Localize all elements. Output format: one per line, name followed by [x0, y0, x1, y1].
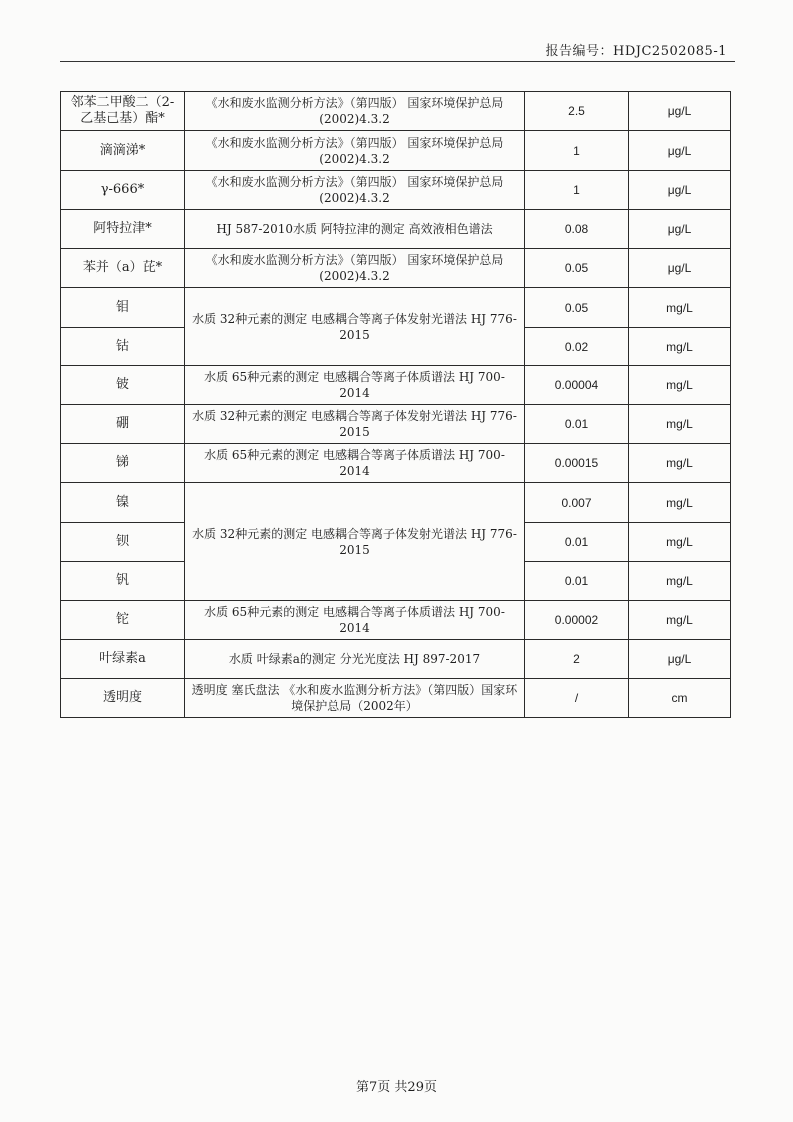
- method-cell: 水质 65种元素的测定 电感耦合等离子体质谱法 HJ 700-2014: [185, 444, 525, 483]
- unit-cell: μg/L: [629, 210, 731, 249]
- item-cell: 铍: [61, 366, 185, 405]
- table-row: [61, 679, 731, 718]
- method-cell: 水质 65种元素的测定 电感耦合等离子体质谱法 HJ 700-2014: [185, 601, 525, 640]
- method-cell: 水质 叶绿素a的测定 分光光度法 HJ 897-2017: [185, 640, 525, 679]
- table-row: [61, 171, 731, 210]
- item-cell: 滴滴涕*: [61, 131, 185, 171]
- limit-cell: 0.05: [525, 288, 629, 328]
- limit-cell: 2.5: [525, 92, 629, 131]
- method-cell: 《水和废水监测分析方法》（第四版） 国家环境保护总局(2002)4.3.2: [185, 171, 525, 210]
- limit-cell: 0.00004: [525, 366, 629, 405]
- table-row: [61, 601, 731, 640]
- item-cell: 钡: [61, 523, 185, 562]
- limit-cell: 0.01: [525, 405, 629, 444]
- unit-cell: μg/L: [629, 249, 731, 288]
- limit-cell: /: [525, 679, 629, 718]
- item-cell: 叶绿素a: [61, 640, 185, 679]
- unit-cell: μg/L: [629, 640, 731, 679]
- limit-cell: 0.08: [525, 210, 629, 249]
- unit-cell: mg/L: [629, 328, 731, 366]
- method-cell: 水质 32种元素的测定 电感耦合等离子体发射光谱法 HJ 776-2015: [185, 405, 525, 444]
- unit-cell: mg/L: [629, 444, 731, 483]
- limit-cell: 0.01: [525, 562, 629, 601]
- limit-cell: 0.00002: [525, 601, 629, 640]
- item-cell: 苯并（a）芘*: [61, 249, 185, 288]
- unit-cell: mg/L: [629, 366, 731, 405]
- limit-cell: 0.00015: [525, 444, 629, 483]
- table-row: [61, 131, 731, 171]
- method-cell: 透明度 塞氏盘法 《水和废水监测分析方法》（第四版）国家环境保护总局（2002年）: [185, 679, 525, 718]
- item-cell: 钒: [61, 562, 185, 601]
- item-cell: 阿特拉津*: [61, 210, 185, 249]
- limit-cell: 1: [525, 131, 629, 171]
- item-cell: 钼: [61, 288, 185, 328]
- method-cell: 水质 32种元素的测定 电感耦合等离子体发射光谱法 HJ 776-2015: [185, 483, 525, 601]
- method-cell: HJ 587-2010水质 阿特拉津的测定 高效液相色谱法: [185, 210, 525, 249]
- method-cell: 水质 32种元素的测定 电感耦合等离子体发射光谱法 HJ 776-2015: [185, 288, 525, 366]
- table-row: [61, 366, 731, 405]
- table-row: [61, 249, 731, 288]
- method-cell: 《水和废水监测分析方法》（第四版） 国家环境保护总局(2002)4.3.2: [185, 249, 525, 288]
- unit-cell: μg/L: [629, 92, 731, 131]
- item-cell: γ-666*: [61, 171, 185, 210]
- table-row: [61, 483, 731, 523]
- method-cell: 《水和废水监测分析方法》（第四版） 国家环境保护总局(2002)4.3.2: [185, 131, 525, 171]
- unit-cell: mg/L: [629, 288, 731, 328]
- item-cell: 铊: [61, 601, 185, 640]
- limit-cell: 0.02: [525, 328, 629, 366]
- table-row: [61, 405, 731, 444]
- unit-cell: mg/L: [629, 483, 731, 523]
- unit-cell: μg/L: [629, 171, 731, 210]
- limit-cell: 1: [525, 171, 629, 210]
- unit-cell: mg/L: [629, 405, 731, 444]
- report-number: 报告编号：HDJC2502085-1: [545, 44, 727, 59]
- limit-cell: 0.05: [525, 249, 629, 288]
- unit-cell: μg/L: [629, 131, 731, 171]
- table-row: [61, 288, 731, 328]
- item-cell: 锑: [61, 444, 185, 483]
- item-cell: 钴: [61, 328, 185, 366]
- item-cell: 邻苯二甲酸二（2-乙基己基）酯*: [61, 92, 185, 131]
- item-cell: 硼: [61, 405, 185, 444]
- unit-cell: mg/L: [629, 523, 731, 562]
- unit-cell: mg/L: [629, 562, 731, 601]
- table-row: [61, 444, 731, 483]
- unit-cell: cm: [629, 679, 731, 718]
- item-cell: 透明度: [61, 679, 185, 718]
- limit-cell: 0.01: [525, 523, 629, 562]
- page-number: 第7页 共29页: [356, 1080, 437, 1095]
- limit-cell: 0.007: [525, 483, 629, 523]
- limit-cell: 2: [525, 640, 629, 679]
- unit-cell: mg/L: [629, 601, 731, 640]
- table-row: [61, 640, 731, 679]
- item-cell: 镍: [61, 483, 185, 523]
- table-row: [61, 210, 731, 249]
- header-rule: [60, 61, 735, 62]
- test-method-table: [60, 91, 731, 718]
- method-cell: 《水和废水监测分析方法》（第四版） 国家环境保护总局(2002)4.3.2: [185, 92, 525, 131]
- table-row: [61, 92, 731, 131]
- method-cell: 水质 65种元素的测定 电感耦合等离子体质谱法 HJ 700-2014: [185, 366, 525, 405]
